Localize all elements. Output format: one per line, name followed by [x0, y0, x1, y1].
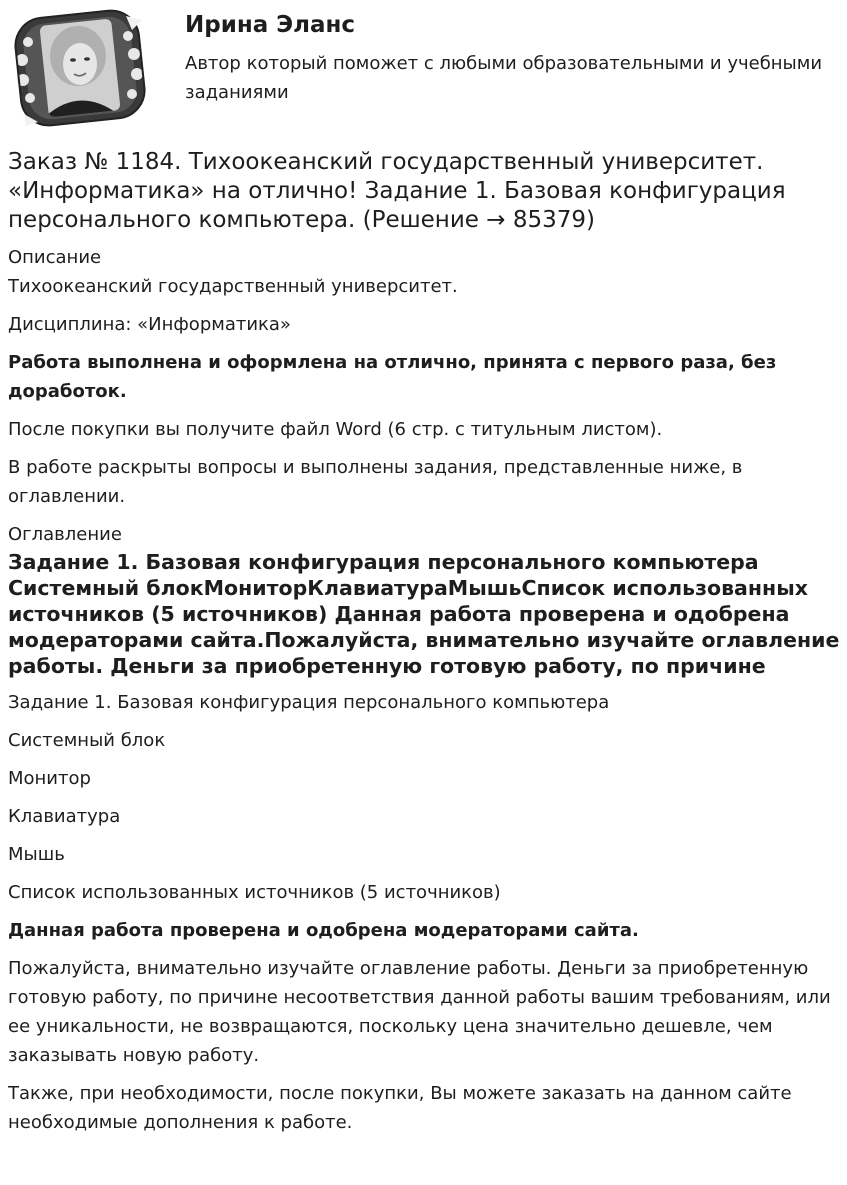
toc-item: Монитор	[8, 768, 91, 789]
page-title: Заказ № 1184. Тихоокеанский государственный университет. «Информатика» на отлично! Задание 1. Базовая конфигурация персонального компьютера. (Решение → 85379)	[8, 149, 786, 233]
toc-summary: Задание 1. Базовая конфигурация персонального компьютера Системный блокМониторКлавиатураМышьСписок использованных источников (5 источников) Данная работа проверена и одобрена модераторами сайта.Пожалуйста, внимательно изучайте оглавление работы. Деньги за приобретенную готовую работу, по причине	[8, 550, 840, 678]
file-info-text: После покупки вы получите файл Word (6 стр. с титульным листом).	[8, 419, 663, 440]
author-card	[0, 0, 847, 140]
toc-item: Клавиатура	[8, 806, 121, 827]
warning-note: Пожалуйста, внимательно изучайте оглавление работы. Деньги за приобретенную готовую работу, по причине несоответствия данной работы вашим требованиям, или ее уникальности, не возвращаются, поскольку цена значительно дешевле, чем заказывать новую работу.	[8, 958, 831, 1066]
toc-item: Мышь	[8, 844, 65, 865]
toc-item: Задание 1. Базовая конфигурация персонального компьютера	[8, 692, 610, 713]
author-description: Автор который поможет с любыми образовательными и учебными заданиями	[185, 53, 823, 103]
film-frame-avatar-icon	[6, 6, 152, 130]
discipline-text: Дисциплина: «Информатика»	[8, 314, 291, 335]
avatar	[6, 6, 152, 130]
quality-text: Работа выполнена и оформлена на отлично, принята с первого раза, без доработок.	[8, 352, 777, 402]
description-heading: Описание	[8, 247, 102, 268]
toc-item: Системный блок	[8, 730, 166, 751]
scope-text: В работе раскрыты вопросы и выполнены задания, представленные ниже, в оглавлении.	[8, 457, 743, 507]
toc-heading: Оглавление	[8, 524, 122, 545]
university-text: Тихоокеанский государственный университет.	[8, 276, 458, 297]
main-content	[8, 148, 840, 1146]
author-name: Ирина Эланс	[185, 12, 356, 38]
approved-note: Данная работа проверена и одобрена модераторами сайта.	[8, 920, 639, 941]
additions-note: Также, при необходимости, после покупки, Вы можете заказать на данном сайте необходимые дополнения к работе.	[8, 1083, 792, 1133]
toc-item: Список использованных источников (5 источников)	[8, 882, 501, 903]
